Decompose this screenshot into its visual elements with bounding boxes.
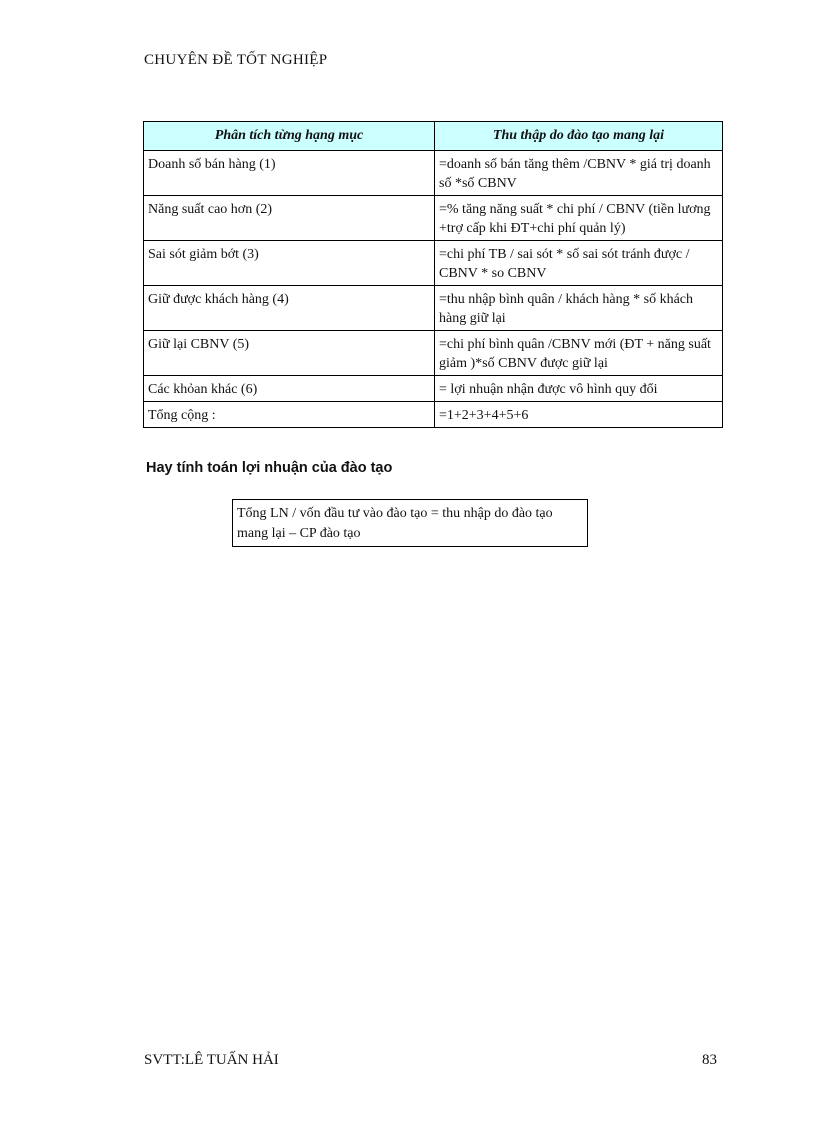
footer-author: SVTT:LÊ TUẤN HẢI <box>144 1052 279 1068</box>
row-formula-cell: = lợi nhuận nhận được vô hình quy đổi <box>435 376 723 402</box>
row-item-cell: Giữ lại CBNV (5) <box>144 331 435 376</box>
row-formula-cell: =chi phí TB / sai sót * số sai sót tránh được / CBNV * so CBNV <box>435 241 723 286</box>
row-item-cell: Năng suất cao hơn (2) <box>144 196 435 241</box>
table-row-total <box>144 402 723 428</box>
table-header-row <box>144 122 723 151</box>
row-item-cell: Các khỏan khác (6) <box>144 376 435 402</box>
table-row <box>144 286 723 331</box>
page-header-title: CHUYÊN ĐỀ TỐT NGHIỆP <box>144 52 328 68</box>
row-formula-cell: =1+2+3+4+5+6 <box>435 402 723 428</box>
row-item-cell: Giữ được khách hàng (4) <box>144 286 435 331</box>
table-row <box>144 331 723 376</box>
row-formula-cell: =doanh số bán tăng thêm /CBNV * giá trị doanh số *số CBNV <box>435 151 723 196</box>
row-item-cell: Sai sót giảm bớt (3) <box>144 241 435 286</box>
table-row <box>144 151 723 196</box>
row-item-cell: Doanh số bán hàng (1) <box>144 151 435 196</box>
row-item-cell: Tổng cộng : <box>144 402 435 428</box>
table-row <box>144 241 723 286</box>
row-formula-cell: =chi phí bình quân /CBNV mới (ĐT + năng suất giảm )*số CBNV được giữ lại <box>435 331 723 376</box>
table-row <box>144 376 723 402</box>
row-formula-cell: =thu nhập bình quân / khách hàng * số khách hàng giữ lại <box>435 286 723 331</box>
row-formula-cell: =% tăng năng suất * chi phí / CBNV (tiền lương +trợ cấp khi ĐT+chi phí quản lý) <box>435 196 723 241</box>
roi-analysis-table <box>143 121 723 428</box>
profit-formula-box: Tổng LN / vốn đầu tư vào đào tạo = thu nhập do đào tạo mang lại – CP đào tạo <box>232 499 588 547</box>
column-header-income: Thu thập do đào tạo mang lại <box>435 122 723 151</box>
page-number: 83 <box>702 1052 717 1068</box>
section-subheading: Hay tính toán lợi nhuận của đào tạo <box>146 460 393 476</box>
table-row <box>144 196 723 241</box>
column-header-item: Phân tích từng hạng mục <box>144 122 435 151</box>
